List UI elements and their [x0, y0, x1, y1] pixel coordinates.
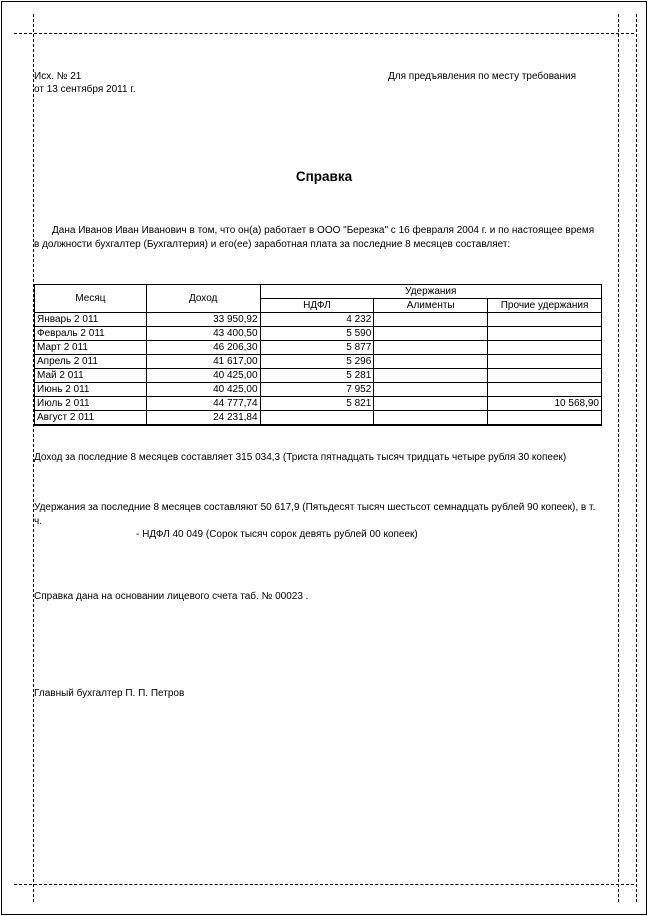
cell-ndfl: 7 952	[260, 383, 374, 397]
header-month: Месяц	[35, 285, 147, 313]
cell-alimony	[374, 411, 488, 426]
table-row	[35, 411, 602, 426]
document-title: Справка	[295, 169, 353, 184]
margin-guide-top	[14, 33, 634, 34]
cell-alimony	[374, 383, 488, 397]
header-other: Прочие удержания	[488, 299, 602, 313]
salary-table	[34, 284, 602, 426]
cell-other	[488, 355, 602, 369]
cell-income: 24 231,84	[146, 411, 260, 426]
cell-other	[488, 369, 602, 383]
margin-guide-outer-right	[636, 14, 637, 902]
cell-income: 41 617,00	[146, 355, 260, 369]
cell-other	[488, 313, 602, 327]
cell-ndfl: 5 296	[260, 355, 374, 369]
cell-month: Февраль 2 011	[35, 327, 147, 341]
cell-month: Июль 2 011	[35, 397, 147, 411]
cell-month: Апрель 2 011	[35, 355, 147, 369]
cell-ndfl: 5 281	[260, 369, 374, 383]
cell-other	[488, 327, 602, 341]
header-alimony: Алименты	[374, 299, 488, 313]
table-row	[35, 383, 602, 397]
cell-month: Январь 2 011	[35, 313, 147, 327]
cell-income: 46 206,30	[146, 341, 260, 355]
cell-other: 10 568,90	[488, 397, 602, 411]
cell-alimony	[374, 327, 488, 341]
cell-month: Май 2 011	[35, 369, 147, 383]
cell-alimony	[374, 313, 488, 327]
basis-statement: Справка дана на основании лицевого счета таб. № 00023 .	[34, 591, 309, 602]
table-row	[35, 369, 602, 383]
cell-alimony	[374, 397, 488, 411]
cell-income: 44 777,74	[146, 397, 260, 411]
cell-alimony	[374, 341, 488, 355]
cell-ndfl: 5 877	[260, 341, 374, 355]
cell-alimony	[374, 355, 488, 369]
cell-income: 43 400,50	[146, 327, 260, 341]
table-row	[35, 397, 602, 411]
cell-income: 40 425,00	[146, 383, 260, 397]
signature-line: Главный бухгалтер П. П. Петров	[34, 688, 185, 699]
table-row	[35, 341, 602, 355]
cell-other	[488, 341, 602, 355]
ref-date: от 13 сентября 2011 г.	[34, 84, 136, 95]
header-income: Доход	[146, 285, 260, 313]
cell-month: Март 2 011	[35, 341, 147, 355]
deductions-summary: Удержания за последние 8 месяцев составляют 50 617,9 (Пятьдесят тысяч шестьсот семнадцать рублей 90 копеек), в т. ч.	[34, 502, 596, 527]
cell-income: 40 425,00	[146, 369, 260, 383]
income-summary: Доход за последние 8 месяцев составляет 315 034,3 (Триста пятнадцать тысяч тридцать четыре рубля 30 копеек)	[34, 452, 567, 463]
header-ndfl: НДФЛ	[260, 299, 374, 313]
header-deductions: Удержания	[260, 285, 601, 299]
cell-other	[488, 411, 602, 426]
ref-number: Исх. № 21	[34, 71, 82, 82]
cell-ndfl	[260, 411, 374, 426]
table-row	[35, 313, 602, 327]
cell-month: Июнь 2 011	[35, 383, 147, 397]
cell-month: Август 2 011	[35, 411, 147, 426]
margin-guide-bottom	[14, 884, 634, 885]
table-row	[35, 355, 602, 369]
cell-other	[488, 383, 602, 397]
table-row	[35, 327, 602, 341]
margin-guide-right	[618, 14, 619, 902]
intro-paragraph: Дана Иванов Иван Иванович в том, что он(а) работает в ООО "Березка" с 16 февраля 2004 г. и по настоящее время в должности бухгалтер (Бухгалтерия) и его(ее) заработная плата за последние 8 месяцев составляет:	[34, 225, 595, 250]
cell-ndfl: 4 232	[260, 313, 374, 327]
cell-alimony	[374, 369, 488, 383]
destination: Для предъявления по месту требования	[388, 71, 577, 82]
cell-ndfl: 5 821	[260, 397, 374, 411]
ndfl-detail: - НДФЛ 40 049 (Сорок тысяч сорок девять рублей 00 копеек)	[136, 529, 418, 540]
cell-income: 33 950,92	[146, 313, 260, 327]
cell-ndfl: 5 590	[260, 327, 374, 341]
